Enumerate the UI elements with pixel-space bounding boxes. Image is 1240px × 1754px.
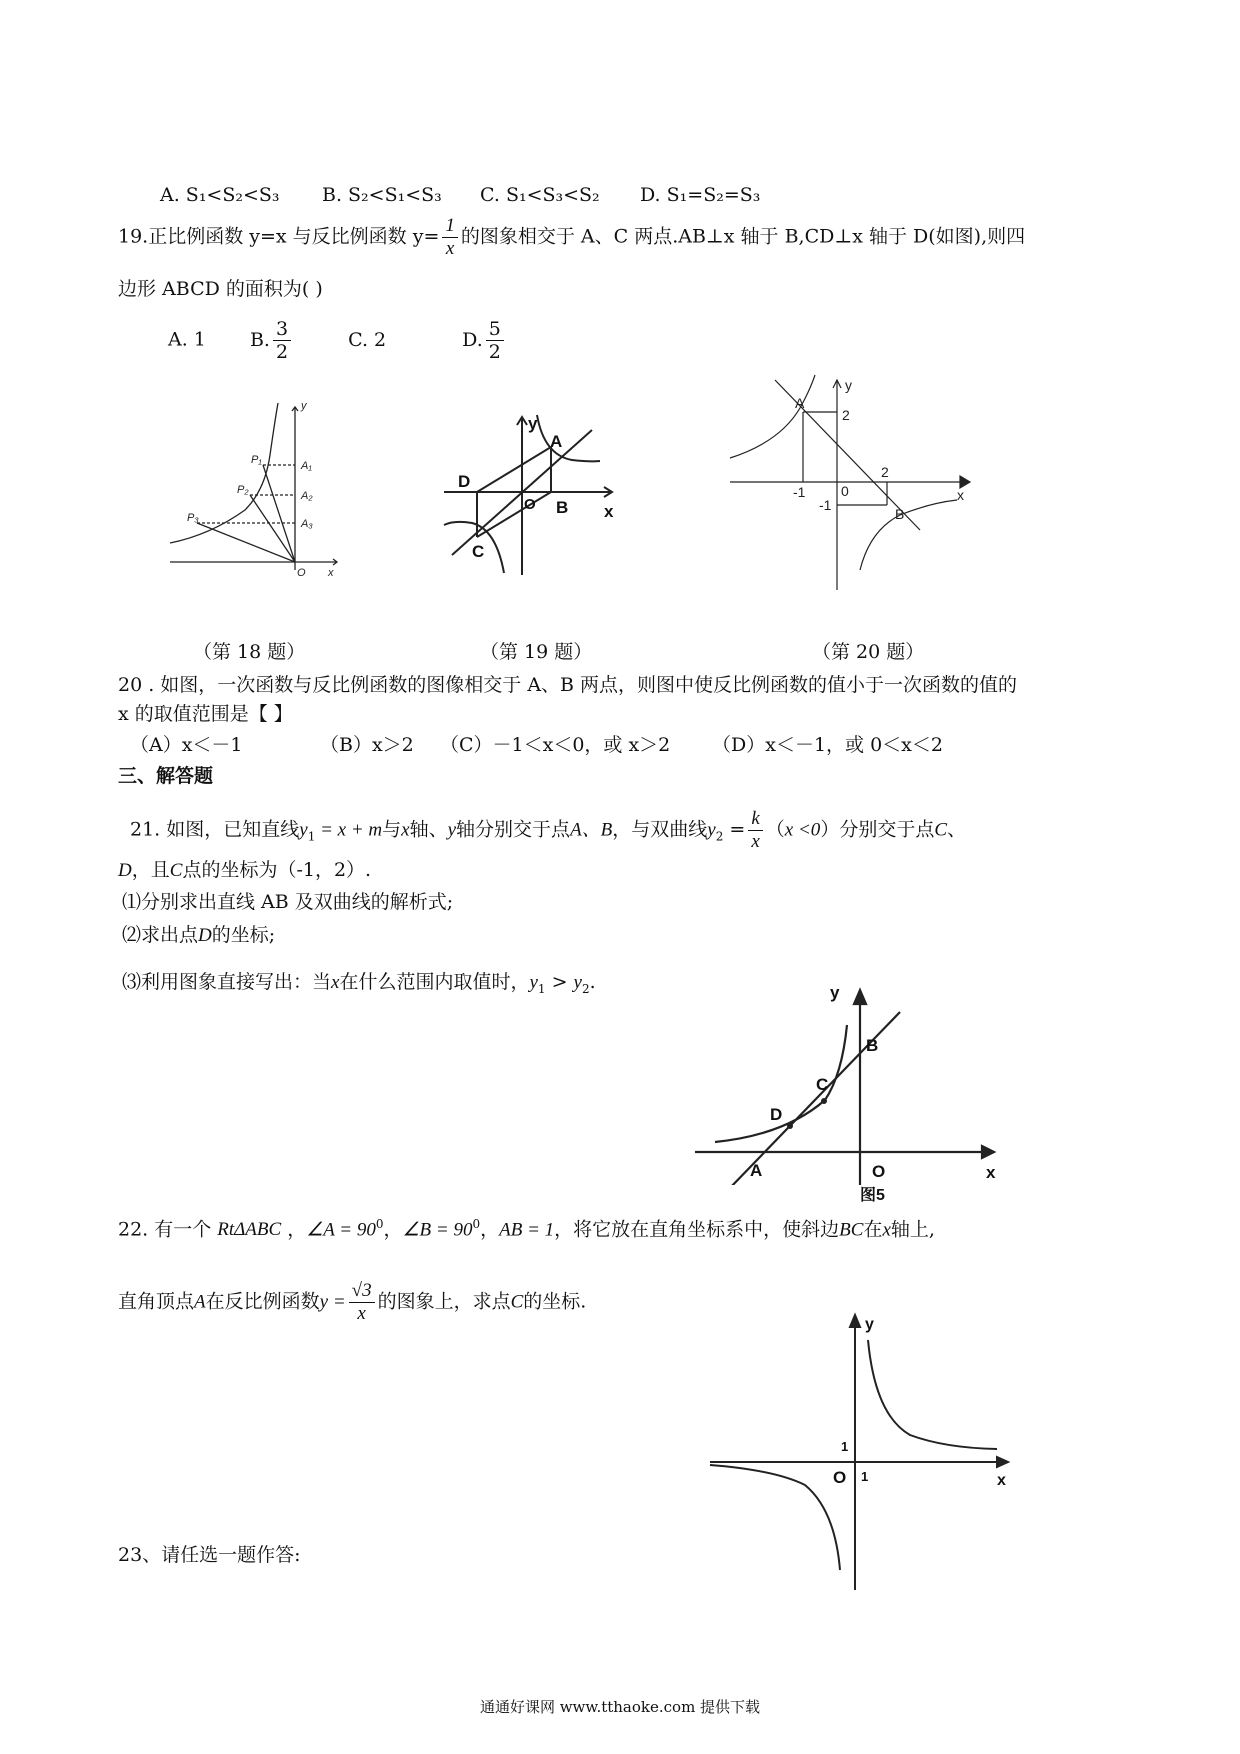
fig5-point-d-dot [787,1123,793,1129]
q22-stem-line2: 直角顶点A在反比例函数y = $\frac{√3}{x}$ 的图象上，求点C的坐标. [118,1280,587,1324]
fig22-hyperbola-q3 [710,1465,840,1570]
q21-stem-line2: D，且C点的坐标为（-1，2）. [118,859,372,881]
q21-fraction: $\frac{k}{x}$ [748,808,762,853]
fig20-tick-x2: 2 [881,464,889,480]
fig18-p1-o [263,465,295,562]
section-heading: 三、解答题 [118,765,214,787]
fig18-a2: A₂ [301,490,313,502]
q20-option-d: （D）x＜－1，或 0＜x＜2 [712,734,943,756]
figure-22 [705,1305,1030,1595]
q20-stem-line2: x 的取值范围是【 】 [118,703,293,725]
q22-stem: 22. 有一个 RtΔABC ，∠A = $90^0$，∠B = $90^0$，AB = 1，将它放在直角坐标系中，使斜边BC在x轴上, [118,1217,935,1241]
q18-option-b: B. S₂<S₁<S₃ [322,184,442,206]
fig18-x-label: x [328,567,334,579]
fig18-a3: A₃ [301,518,313,530]
q19-fraction: $\frac{1}{x}$ [442,215,458,260]
q18-option-c: C. S₁<S₃<S₂ [480,184,600,206]
fig5-point-c: C [816,1075,829,1094]
fig22-y-arrow [850,1315,860,1327]
fig18-origin: O [297,567,306,579]
fig20-tick-y2: 2 [842,407,850,423]
fig18-p2-o [250,495,295,562]
fig19-x-label: x [604,502,614,521]
fig19-point-a: A [550,432,563,451]
fig22-y-label: y [865,1316,874,1333]
q19-option-c: C. 2 [348,328,387,351]
caption-q18: （第 18 题） [193,641,306,663]
fig20-tick-ym1: -1 [819,497,832,513]
q21-stem: 21. 如图，已知直线$y_1 = x + m$与x轴、y轴分别交于点A、B，与双曲线$y_2$ = $\frac{k}{x}$ （x <0）分别交于点C、 [130,808,967,852]
fig5-x-arrow [982,1146,994,1158]
q21-subq-2: ⑵求出点D的坐标; [122,924,276,946]
figure-5 [690,980,1010,1185]
figure-18 [165,395,350,580]
figure-19 [432,405,622,580]
q19-stem: 19.正比例函数 y=x 与反比例函数 y= $\frac{1}{x}$ 的图象相交于 A、C 两点.AB⊥x 轴于 B,CD⊥x 轴于 D(如图),则四 [118,215,1026,259]
q18-option-a: A. S₁<S₂<S₃ [160,184,280,206]
q18-option-d: D. S₁=S₂=S₃ [640,184,761,206]
fig20-point-b: B [895,506,905,522]
fig22-tick-x1: 1 [861,1469,869,1484]
q19-stem-line2: 边形 ABCD 的面积为( ) [118,278,323,300]
q20-stem: 20 . 如图，一次函数与反比例函数的图像相交于 A、B 两点，则图中使反比例函数的值小于一次函数的值的 [118,674,1018,696]
q19-option-d: D. [462,328,483,351]
fig19-point-b: B [556,498,569,517]
fig20-tick-xm1: -1 [793,484,806,500]
fig20-point-a: A [795,395,805,411]
fig5-origin: O [872,1162,886,1181]
q19-option-a: A. 1 [168,328,206,351]
fig22-tick-y1: 1 [841,1439,849,1454]
fig5-caption: 图5 [860,1187,885,1204]
fig20-x-label: x [957,487,964,503]
fig20-hyperbola-left [730,375,815,458]
fig20-origin: 0 [841,483,849,499]
q19-options: A. 1 B. $\frac{3}{2}$ C. 2 D. $\frac{5}{2}$ [168,318,507,363]
fig5-y-label: y [830,983,840,1002]
fig19-y-label: y [528,414,538,433]
fig18-y-label: y [301,400,307,412]
page-footer: 通通好课网 www.tthaoke.com 提供下载 [479,1698,761,1716]
fig18-p1: P₁ [251,454,262,466]
fig19-point-d: D [458,472,471,491]
fig18-p3-o [197,523,295,562]
figure-20 [725,370,975,595]
q20-option-a: （A）x＜－1 [130,734,243,756]
fig20-y-label: y [845,377,852,393]
q22-fraction: $\frac{√3}{x}$ [349,1280,375,1325]
q20-option-b: （B）x＞2 [320,734,414,756]
fig22-x-label: x [997,1472,1006,1489]
fig20-hyperbola-right [860,500,957,570]
caption-q19: （第 19 题） [480,641,593,663]
fig22-x-arrow [997,1457,1008,1467]
fig18-a1: A₁ [301,460,312,472]
fig5-point-d: D [770,1105,783,1124]
caption-q20: （第 20 题） [812,641,925,663]
fig19-da [477,447,551,492]
q21-subq-3: ⑶利用图象直接写出：当x在什么范围内取值时，$y_1 > y_2$. [122,971,596,996]
fig19-origin: O [524,496,536,513]
fig5-y-arrow [854,990,866,1004]
fig19-point-c: C [472,542,485,561]
fig19-hyperbola-q1 [537,415,600,461]
q19-option-b: B. [249,328,270,351]
q21-subq-1: ⑴分别求出直线 AB 及双曲线的解析式; [122,891,454,913]
fig18-p2: P₂ [237,484,249,496]
fig22-origin: O [833,1468,847,1487]
fig5-point-a: A [750,1161,763,1180]
fig18-p3: P₃ [187,512,199,524]
q23-stem: 23、请任选一题作答: [118,1544,301,1566]
fig5-point-c-dot [821,1098,827,1104]
fig5-point-b: B [866,1036,879,1055]
q20-option-c: （C）－1＜x＜0，或 x＞2 [440,734,671,756]
fig22-hyperbola-q1 [868,1340,997,1449]
fig5-x-label: x [986,1163,996,1182]
